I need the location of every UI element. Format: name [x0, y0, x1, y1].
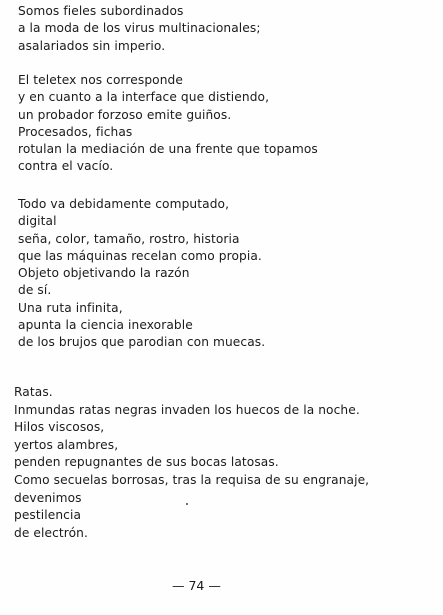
verse-line: El teletex nos corresponde: [18, 73, 183, 87]
verse-line: que las máquinas recelan como propia.: [18, 248, 262, 263]
verse-line: Como secuelas borrosas, tras la requisa de su engranaje,: [14, 472, 370, 487]
stanza-2: [18, 72, 438, 176]
verse-line: digital: [18, 214, 57, 229]
verse-line: yertos alambres,: [14, 437, 119, 452]
verse-line: apunta la ciencia inexorable: [18, 318, 193, 333]
page-number: — 74 —: [172, 578, 221, 593]
verse-line: Somos fieles subordinados: [18, 4, 184, 18]
verse-line: rotulan la mediación de una frente que topamos: [18, 142, 318, 157]
verse-line: penden repugnantes de sus bocas latosas.: [14, 455, 279, 470]
verse-line: de electrón.: [14, 525, 88, 540]
verse-line: seña, color, tamaño, rostro, historia: [18, 231, 240, 246]
stanza-3: [18, 196, 438, 352]
verse-line: Procesados, fichas: [18, 124, 133, 139]
verse-line: a la moda de los virus multinacionales;: [18, 21, 261, 36]
verse-line: devenimos: [14, 490, 82, 505]
verse-line: Hilos viscosos,: [14, 420, 105, 435]
verse-line: Una ruta infinita,: [18, 300, 123, 315]
verse-line: contra el vacío.: [18, 159, 114, 174]
verse-line: Todo va debidamente computado,: [18, 197, 230, 211]
verse-line: Inmundas ratas negras invaden los huecos de la noche.: [14, 402, 360, 417]
verse-line: un probador forzoso emite guiños.: [18, 107, 232, 122]
verse-line: pestilencia: [14, 508, 82, 523]
stanza-1: [18, 3, 438, 55]
verse-line: de sí.: [18, 283, 52, 298]
verse-line: asalariados sin imperio.: [18, 38, 166, 53]
verse-line: Objeto objetivando la razón: [18, 266, 190, 281]
print-speck: [186, 503, 188, 505]
verse-line: de los brujos que parodian con muecas.: [18, 335, 266, 350]
verse-line: Ratas.: [14, 385, 53, 399]
stanza-4: [14, 384, 434, 542]
verse-line: y en cuanto a la interface que distiendo,: [18, 90, 270, 105]
